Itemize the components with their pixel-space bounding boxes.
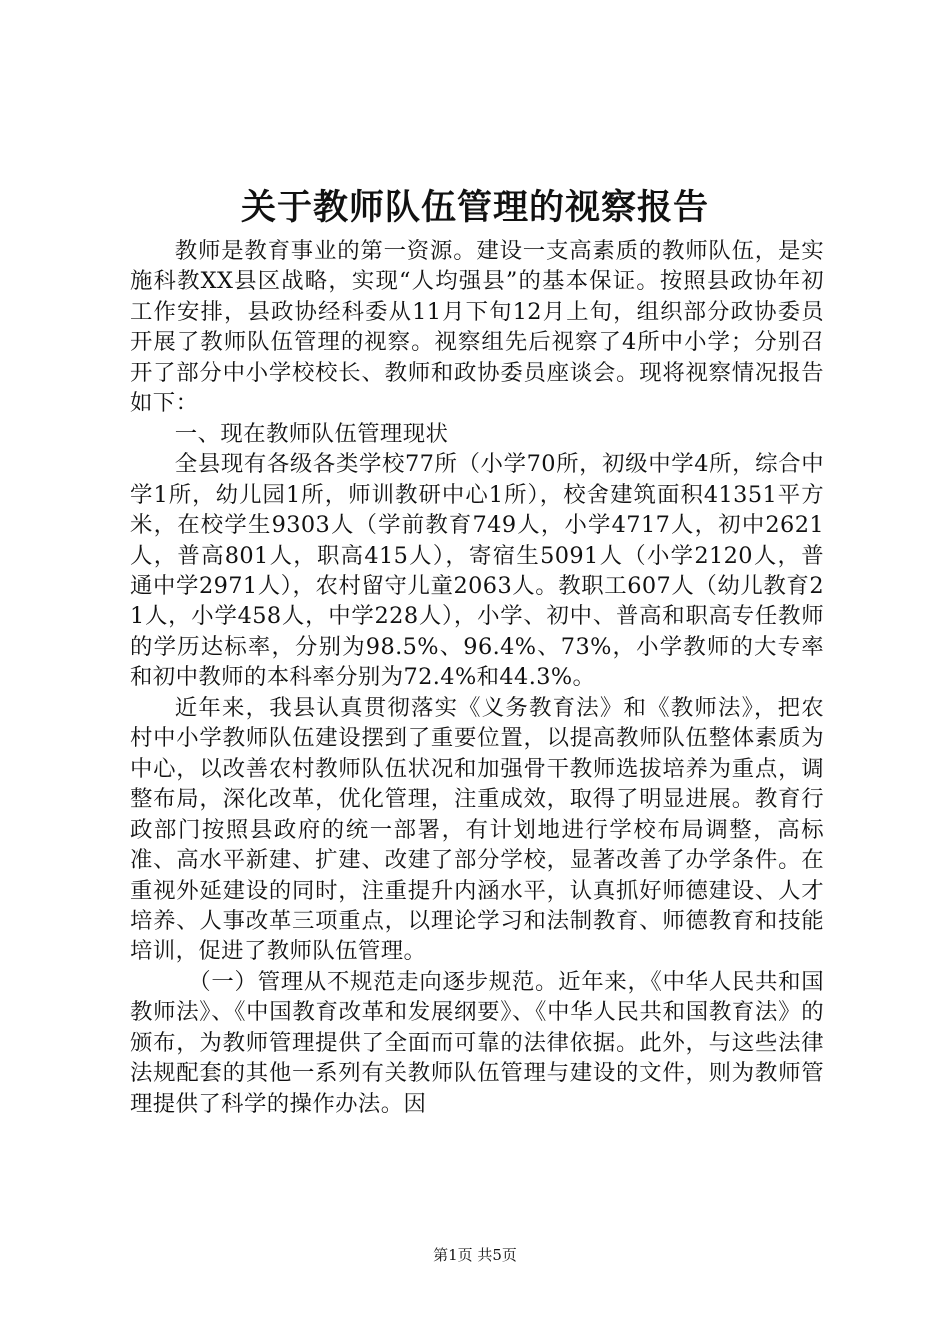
paragraph-intro: 教师是教育事业的第一资源。建设一支高素质的教师队伍，是实施科教XX县区战略，实现“人均强县”的基本保证。按照县政协年初工作安排，县政协经科委从11月下旬12月上旬，组织部分政协委员开展了教师队伍管理的视察。视察组先后视察了4所中小学；分别召开了部分中小学校校长、教师和政协委员座谈会。现将视察情况报告如下：: [130, 238, 824, 417]
paragraph-recent-years: 近年来，我县认真贯彻落实《义务教育法》和《教师法》，把农村中小学教师队伍建设摆到了重要位置，以提高教师队伍整体素质为中心，以改善农村教师队伍状况和加强骨干教师选拔培养为重点，调整布局，深化改革，优化管理，注重成效，取得了明显进展。教育行政部门按照县政府的统一部署，有计划地进行学校布局调整，高标准、高水平新建、扩建、改建了部分学校，显著改善了办学条件。在重视外延建设的同时，注重提升内涵水平，认真抓好师德建设、人才培养、人事改革三项重点，以理论学习和法制教育、师德教育和技能培训，促进了教师队伍管理。: [130, 694, 824, 965]
page-number-footer: 第1页 共5页: [433, 1246, 517, 1264]
document-body: [130, 236, 824, 1119]
paragraph-management-norms: （一）管理从不规范走向逐步规范。近年来，《中华人民共和国教师法》、《中国教育改革和发展纲要》、《中华人民共和国教育法》的颁布，为教师管理提供了全面而可靠的法律依据。此外，与这些法律法规配套的其他一系列有关教师队伍管理与建设的文件，则为教师管理提供了科学的操作办法。因: [130, 968, 824, 1117]
paragraph-statistics: 全县现有各级各类学校77所（小学70所，初级中学4所，综合中学1所，幼儿园1所，师训教研中心1所），校舍建筑面积41351平方米，在校学生9303人（学前教育749人，小学4717人，初中2621人，普高801人，职高415人），寄宿生5091人（小学2120人，普通中学2971人），农村留守儿童2063人。教职工607人（幼儿教育21人，小学458人，中学228人），小学、初中、普高和职高专任教师的学历达标率，分别为98.5%、96.4%、73%，小学教师的大专率和初中教师的本科率分别为72.4%和44.3%。: [130, 451, 824, 691]
section-heading-current-status: 一、现在教师队伍管理现状: [174, 420, 449, 447]
document-title: 关于教师队伍管理的视察报告: [240, 187, 709, 228]
